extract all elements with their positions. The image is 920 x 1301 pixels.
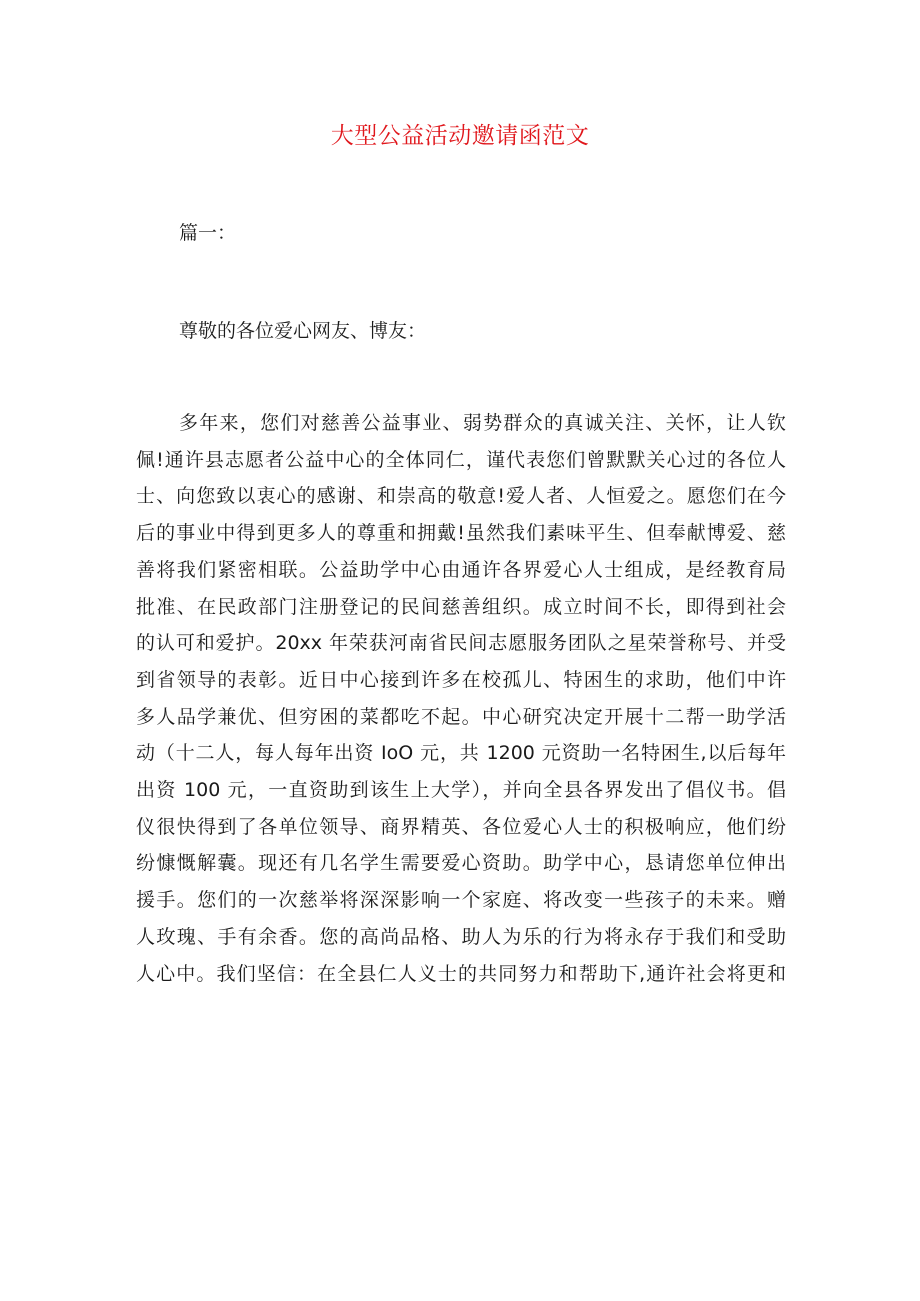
body-line: 到省领导的表彰。近日中心接到许多在校孤儿、特困生的求助，他们中许 — [136, 668, 786, 691]
body-line: 人心中。我们坚信：在全县仁人义士的共同努力和帮助下,通许社会将更和 — [136, 962, 786, 985]
body-line: 善将我们紧密相联。公益助学中心由通许各界爱心人士组成，是经教育局 — [136, 558, 786, 581]
body-line: 出资 100 元，一直资助到该生上大学），并向全县各界发出了倡仪书。倡 — [136, 779, 786, 802]
body-line: 士、向您致以衷心的感谢、和崇高的敬意!爱人者、人恒爱之。愿您们在今 — [136, 485, 786, 508]
body-line: 援手。您们的一次慈举将深深影响一个家庭、将改变一些孩子的未来。赠 — [136, 889, 786, 912]
body-line: 多年来，您们对慈善公益事业、弱势群众的真诚关注、关怀，让人钦 — [179, 412, 786, 434]
body-line: 批准、在民政部门注册登记的民间慈善组织。成立时间不长，即得到社会 — [136, 595, 786, 618]
body-paragraph — [136, 405, 786, 992]
body-line: 人玫瑰、手有余香。您的高尚品格、助人为乐的行为将永存于我们和受助 — [136, 925, 786, 948]
body-line: 仪很快得到了各单位领导、商界精英、各位爱心人士的积极响应，他们纷 — [136, 815, 786, 838]
body-line: 多人品学兼优、但穷困的菜都吃不起。中心研究决定开展十二帮一助学活 — [136, 705, 786, 728]
document-title: 大型公益活动邀请函范文 — [330, 123, 590, 149]
body-line: 纷慷慨解囊。现还有几名学生需要爱心资助。助学中心，恳请您单位伸出 — [136, 852, 786, 875]
salutation: 尊敬的各位爱心网友、博友： — [179, 320, 427, 342]
section-label: 篇一： — [179, 222, 237, 244]
body-line: 动（十二人，每人每年出资 IoO 元，共 1200 元资助一名特困生,以后每年 — [136, 742, 786, 765]
body-line: 后的事业中得到更多人的尊重和拥戴!虽然我们素味平生、但奉献博爱、慈 — [136, 522, 786, 545]
body-line: 的认可和爱护。20xx 年荣获河南省民间志愿服务团队之星荣誉称号、并受 — [136, 632, 786, 655]
body-line: 佩!通许县志愿者公益中心的全体同仁，谨代表您们曾默默关心过的各位人 — [136, 448, 786, 471]
